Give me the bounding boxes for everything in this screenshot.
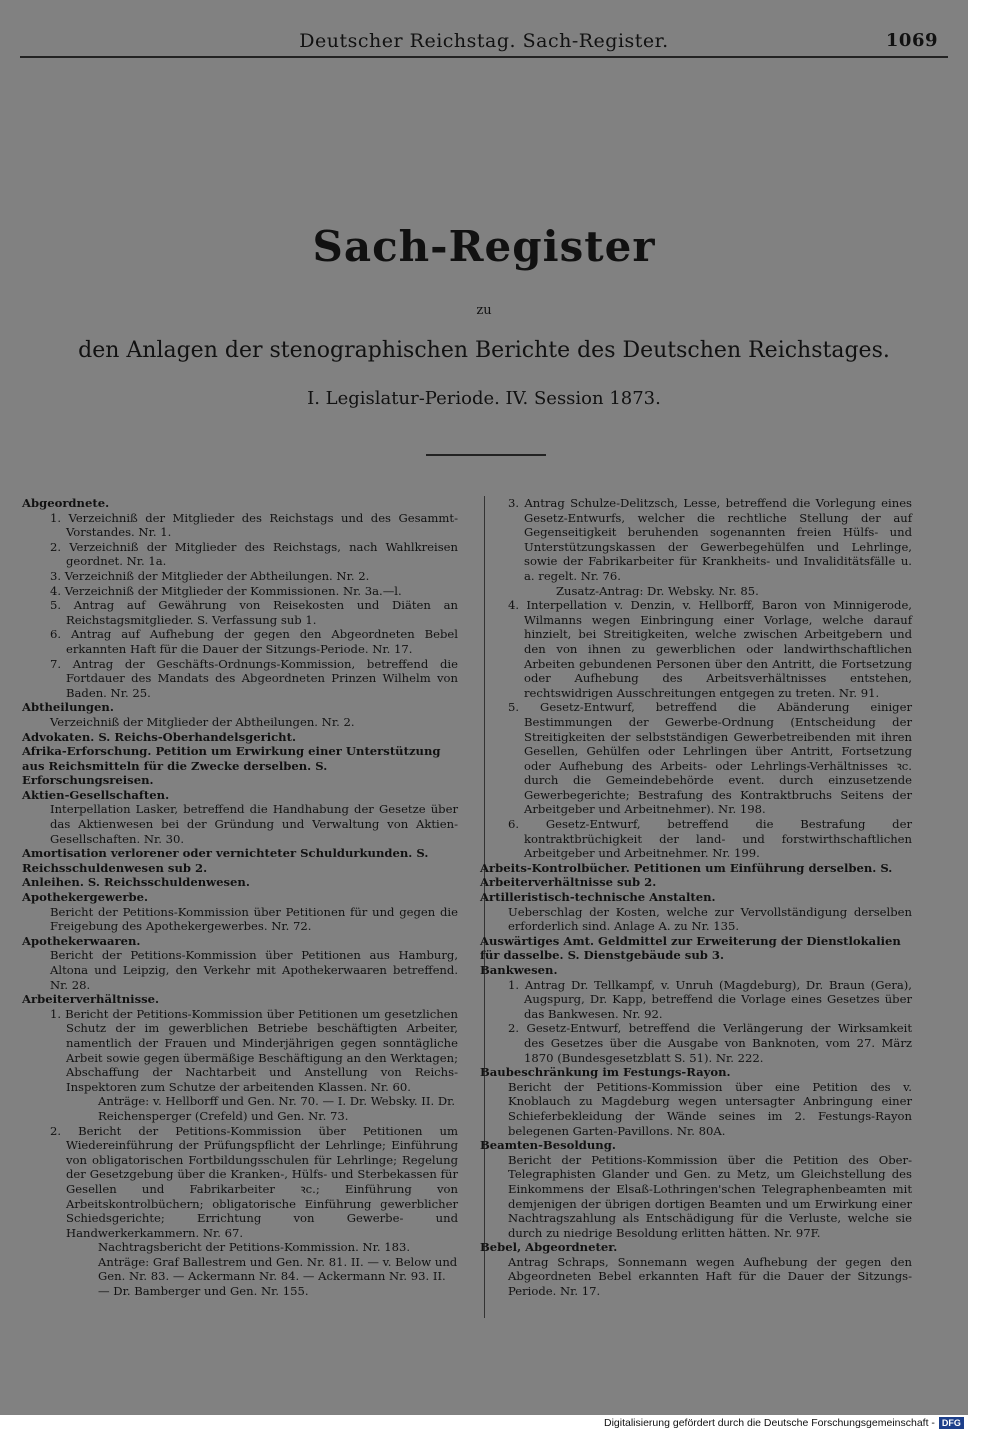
register-heading: Advokaten. S. Reichs-Oberhandelsgericht. (22, 729, 296, 744)
register-entry: Bericht der Petitions-Kommission über eine Petition des v. Knoblauch zu Magdeburg wegen untersagter Anbringung einer Schieferbekleidung der Wände seines im 2. Festungs-Rayon belegenen Garten-Pavillons. Nr. 80A. (508, 1079, 912, 1138)
subtitle: den Anlagen der stenographischen Berichte des Deutschen Reichstages. (78, 338, 890, 363)
footer-credit: Digitalisierung gefördert durch die Deutsche Forschungsgemeinschaft - (604, 1417, 935, 1429)
register-entry: Interpellation Lasker, betreffend die Handhabung der Gesetze über das Aktienwesen bei der Gründung und Verwaltung von Aktien-Gesellschaften. Nr. 30. (50, 802, 458, 846)
register-heading: Aktien-Gesellschaften. (22, 787, 170, 802)
register-entry: Antrag Schraps, Sonnemann wegen Aufhebung der gegen den Abgeordneten Bebel erkannten Haft für die Dauer der Sitzungs-Periode. Nr. 17. (508, 1254, 912, 1299)
register-entry: 2. Gesetz-Entwurf, betreffend die Verlängerung der Wirksamkeit des Gesetzes über die Ausgabe von Banknoten, vom 27. März 1870 (Bundesgesetzblatt S. 51). Nr. 222. (508, 1021, 912, 1065)
register-entry: 3. Verzeichniß der Mitglieder der Abtheilungen. Nr. 2. (50, 568, 370, 583)
register-entry: 3. Antrag Schulze-Delitzsch, Lesse, betreffend die Vorlegung eines Gesetz-Entwurfs, welcher die rechtliche Stellung der auf Gegenseitigkeit beruhenden sogenannten freien Hülfs- und Unterstützungskassen der Gewerbegehülfen und Lehrlinge, sowie der Fabrikarbeiter für Krankheits- und Invaliditätsfälle u. a. regelt. Nr. 76. (508, 496, 912, 583)
page-title: Sach-Register (312, 222, 656, 271)
register-heading: Arbeiterverhältnisse. (22, 992, 160, 1007)
register-heading: Auswärtiges Amt. Geldmittel zur Erweiterung der Dienstlokalien für dasselbe. S. Dienstgebäude sub 3. (480, 933, 901, 963)
register-entry: Bericht der Petitions-Kommission über Petitionen für und gegen die Freigebung des Apothekergewerbes. Nr. 72. (50, 904, 458, 934)
register-heading: Apothekergewerbe. (22, 890, 148, 905)
register-heading: Apothekerwaaren. (22, 933, 141, 948)
separator-rule (426, 454, 546, 456)
register-entry: 4. Interpellation v. Denzin, v. Hellborff, Baron von Minnigerode, Wilmanns wegen Einbringung einer Vorlage, welche darauf hinzielt, bei Streitigkeiten, welche zwischen Arbeitgebern und den von ihnen zu gewerblichen oder landwirthschaftlichen Arbeiten gebundenen Personen über den Antritt, die Fortsetzung oder Aufhebung des Arbeitsverhältnisses entstehen, rechtswidrigen Ausschreitungen entgegen zu treten. Nr. 91. (508, 598, 912, 700)
register-entry: Anträge: v. Hellborff und Gen. Nr. 70. — I. Dr. Websky. II. Dr. Reichensperger (Crefeld) und Gen. Nr. 73. (98, 1094, 456, 1123)
register-entry: Verzeichniß der Mitglieder der Abtheilungen. Nr. 2. (50, 714, 355, 729)
register-heading: Beamten-Besoldung. (480, 1138, 616, 1153)
register-entry: 6. Antrag auf Aufhebung der gegen den Abgeordneten Bebel erkannten Haft für die Dauer der Sitzungs-Periode. Nr. 17. (50, 627, 458, 656)
footer (604, 1414, 1000, 1432)
register-entry: Ueberschlag der Kosten, welche zur Vervollständigung derselben erforderlich sind. Anlage A. zu Nr. 135. (508, 904, 912, 934)
register-entry: 5. Antrag auf Gewährung von Reisekosten und Diäten an Reichstagsmitglieder. S. Verfassung sub 1. (50, 598, 458, 627)
session-line: I. Legislatur-Periode. IV. Session 1873. (307, 388, 661, 409)
register-entry: Zusatz-Antrag: Dr. Websky. Nr. 85. (556, 583, 759, 598)
title-connector: zu (476, 303, 492, 318)
register-entry: 7. Antrag der Geschäfts-Ordnungs-Kommission, betreffend die Fortdauer des Mandats des Abgeordneten Prinzen Wilhelm von Baden. Nr. 25. (50, 656, 458, 700)
running-head (0, 30, 968, 56)
register-heading: Abgeordnete. (22, 496, 110, 510)
register-entry: 1. Antrag Dr. Tellkampf, v. Unruh (Magdeburg), Dr. Braun (Gera), Augspurg, Dr. Kapp, betreffend die Vorlage eines Gesetzes über das Bankwesen. Nr. 92. (508, 977, 912, 1021)
running-title: Deutscher Reichstag. Sach-Register. (299, 30, 669, 52)
register-heading: Afrika-Erforschung. Petition um Erwirkung einer Unterstützung aus Reichsmitteln für die Zwecke derselben. S. Erforschungsreisen. (22, 744, 441, 788)
register-entry: Bericht der Petitions-Kommission über die Petition des Ober-Telegraphisten Glander und Gen. zu Metz, um Gleichstellung des Einkommens der Elsaß-Lothringen'schen Telegraphenbeamten mit demjenigen der übrigen dortigen Beamten und um Erwirkung einer Nachtragszahlung als Entschädigung für die Verluste, welche sie durch zu niedrige Besoldung erlitten hätten. Nr. 97F. (508, 1152, 912, 1240)
register-entry: Nachtragsbericht der Petitions-Kommission. Nr. 183. Anträge: Graf Ballestrem und Gen. Nr. 81. II. — v. Below und Gen. Nr. 83. — Ackermann Nr. 84. — Ackermann Nr. 93. II. — Dr. Bamberger und Gen. Nr. 155. (98, 1240, 458, 1299)
left-column (22, 496, 458, 1299)
register-entry: 6. Gesetz-Entwurf, betreffend die Bestrafung der kontraktbrüchigkeit der land- und forstwirthschaftlichen Arbeitgeber und Arbeitnehmer. Nr. 199. (508, 817, 912, 861)
header-rule (20, 56, 948, 58)
register-entry: Bericht der Petitions-Kommission über Petitionen aus Hamburg, Altona und Leipzig, den Verkehr mit Apothekerwaaren betreffend. Nr. 28. (50, 948, 458, 992)
register-heading: Bankwesen. (480, 963, 558, 977)
register-entry: 4. Verzeichniß der Mitglieder der Kommissionen. Nr. 3a.—l. (50, 583, 402, 598)
register-entry: 2. Bericht der Petitions-Kommission über Petitionen um Wiedereinführung der Prüfungspflicht der Lehrlinge; Einführung von obligatorischen Fortbildungsschulen für Lehrlinge; Regelung der Gesetzgebung über die Kranken-, Hülfs- und Sterbekassen für Gesellen und Fabrikarbeiter ꝛc.; Einführung von Arbeitskontrolbüchern; obligatorische Einführung gewerblicher Schiedsgerichte; Errichtung von Gewerbe- und Handwerkerkammern. Nr. 67. (50, 1123, 458, 1240)
dfg-logo: DFG (939, 1417, 964, 1429)
register-entry: 5. Gesetz-Entwurf, betreffend die Abänderung einiger Bestimmungen der Gewerbe-Ordnung (Entscheidung der Streitigkeiten der selbstständigen Gewerbetreibenden mit ihren Gesellen, Gehülfen oder Lehrlingen über Antritt, Fortsetzung oder Aufhebung des Arbeits- oder Lehrlings-Verhältnisses ꝛc. durch die Gemeindebehörde event. durch einzusetzende Gewerbegerichte; Bestrafung des Kontraktbruchs Seitens der Arbeitgeber und Arbeitnehmer). Nr. 198. (508, 700, 912, 817)
right-column (480, 496, 912, 1299)
page-number: 1069 (885, 30, 938, 51)
register-heading: Artilleristisch-technische Anstalten. (480, 890, 716, 905)
register-heading: Arbeits-Kontrolbücher. Petitionen um Einführung derselben. S. Arbeiterverhältnisse sub 2. (480, 860, 893, 890)
register-heading: Bebel, Abgeordneter. (480, 1240, 618, 1255)
register-entry: 1. Bericht der Petitions-Kommission über Petitionen um gesetzlichen Schutz der im gewerblichen Betriebe beschäftigten Arbeiter, namentlich der Frauen und Minderjährigen gegen sonntägliche Arbeit sowie gegen übermäßige Beschäftigung an den Werktagen; Abschaffung der Nachtarbeit und Anstellung von Reichs-Inspektoren zum Schutze der arbeitenden Klassen. Nr. 60. (50, 1006, 458, 1094)
register-heading: Abtheilungen. (22, 700, 114, 715)
register-heading: Anleihen. S. Reichsschuldenwesen. (22, 875, 250, 890)
register-entry: 1. Verzeichniß der Mitglieder des Reichstags und des Gesammt-Vorstandes. Nr. 1. (50, 510, 458, 540)
register-heading: Baubeschränkung im Festungs-Rayon. (480, 1065, 731, 1080)
register-entry: 2. Verzeichniß der Mitglieder des Reichstags, nach Wahlkreisen geordnet. Nr. 1a. (50, 539, 458, 569)
register-heading: Amortisation verlorener oder vernichteter Schuldurkunden. S. Reichsschuldenwesen sub 2. (22, 846, 429, 875)
